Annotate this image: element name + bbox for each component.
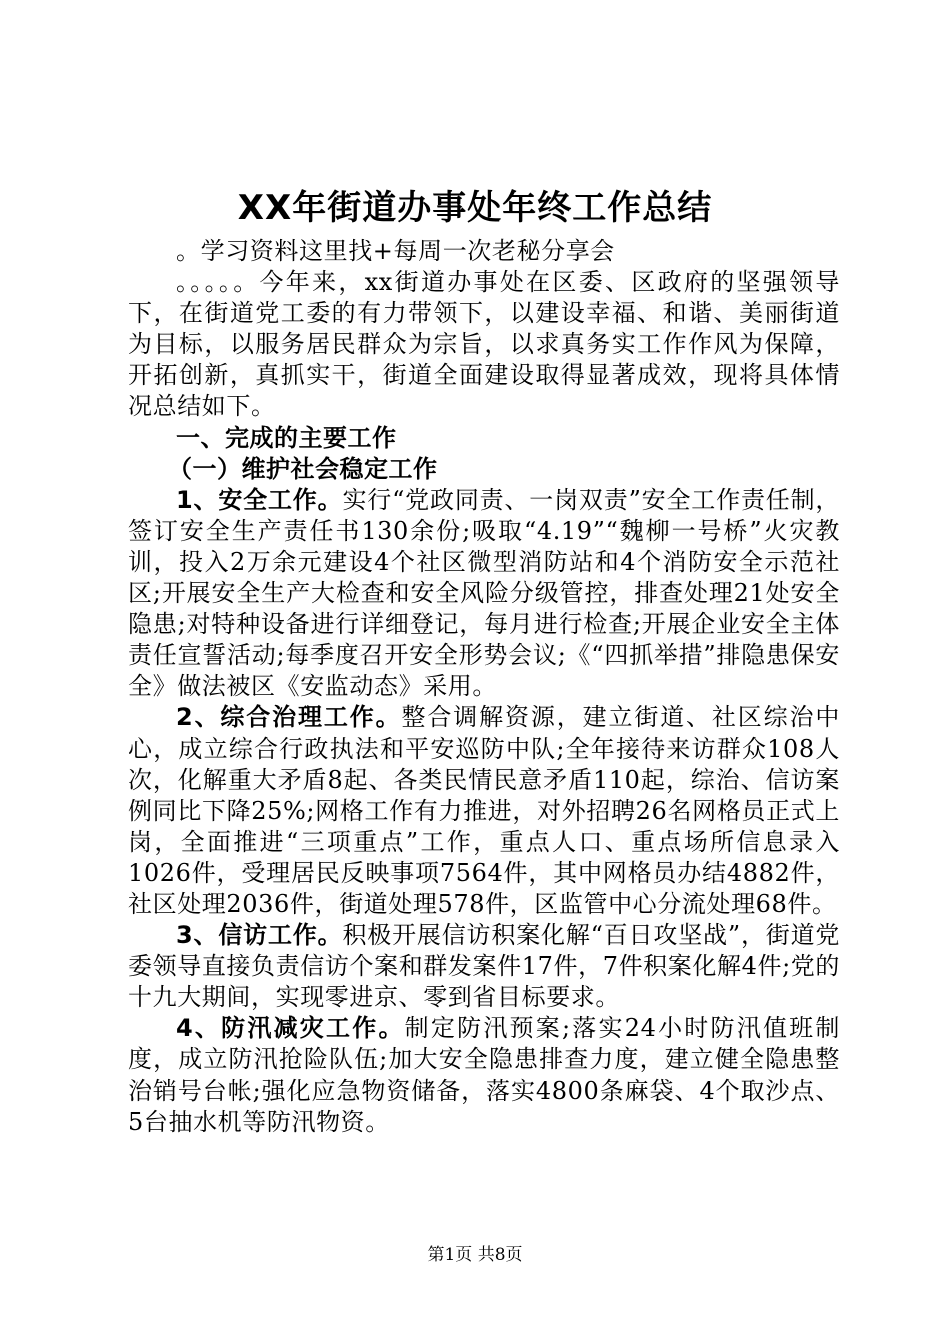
section-heading: 一、完成的主要工作 [176,423,397,452]
document-body [128,236,840,1138]
item-text: 制定防汛预案;落实24小时防汛值班制度，成立防汛抢险队伍;加大安全隐患排查力度，建立健全隐患整治销号台帐;强化应急物资储备，落实4800条麻袋、4个取沙点、5台抽水机等防汛物资。 [128,1014,840,1136]
item-paragraph-flood [128,1013,840,1137]
note-line: 。学习资料这里找+每周一次老秘分享会 [176,237,615,265]
subsection-heading: （一）维护社会稳定工作 [168,454,438,483]
item-text: 积极开展信访积案化解“百日攻坚战”，街道党委领导直接负责信访个案和群发案件17件，7件积案化解4件;党的十九大期间，实现零进京、零到省目标要求。 [128,921,841,1012]
item-text: 整合调解资源，建立街道、社区综治中心，成立综合行政执法和平安巡防中队;全年接待来访群众108人次，化解重大矛盾8起、各类民情民意矛盾110起，综治、信访案例同比下降25%;网格工作有力推进，对外招聘26名网格员正式上岗，全面推进“三项重点”工作，重点人口、重点场所信息录入1026件，受理居民反映事项7564件，其中网格员办结4882件，社区处理2036件，街道处理578件，区监管中心分流处理68件。 [128,703,840,918]
item-lead: 3、信访工作。 [176,921,343,950]
document-title: XX年街道办事处年终工作总结 [237,188,713,228]
item-text: 实行“党政同责、一岗双责”安全工作责任制，签订安全生产责任书130余份;吸取“4.19”“魏柳一号桥”火灾教训，投入2万余元建设4个社区微型消防站和4个消防安全示范社区;开展安全生产大检查和安全风险分级管控，排查处理21处安全隐患;对特种设备进行详细登记，每月进行检查;开展企业安全主体责任宣誓活动;每季度召开安全形势会议;《“四抓举措”排隐患保安全》做法被区《安监动态》采用。 [128,485,841,701]
page-number-footer: 第1页 共8页 [427,1245,523,1265]
item-paragraph-petition [128,920,840,1013]
item-lead: 2、综合治理工作。 [176,703,402,732]
intro-paragraph: 。。。。。今年来，xx街道办事处在区委、区政府的坚强领导下，在街道党工委的有力带领下，以建设幸福、和谐、美丽街道为目标，以服务居民群众为宗旨，以求真务实工作作风为保障，开拓创新，真抓实干，街道全面建设取得显著成效，现将具体情况总结如下。 [128,268,840,421]
item-paragraph-safety [128,485,840,703]
item-lead: 4、防汛减灾工作。 [176,1014,405,1043]
item-paragraph-governance [128,702,840,920]
item-lead: 1、安全工作。 [176,485,343,514]
